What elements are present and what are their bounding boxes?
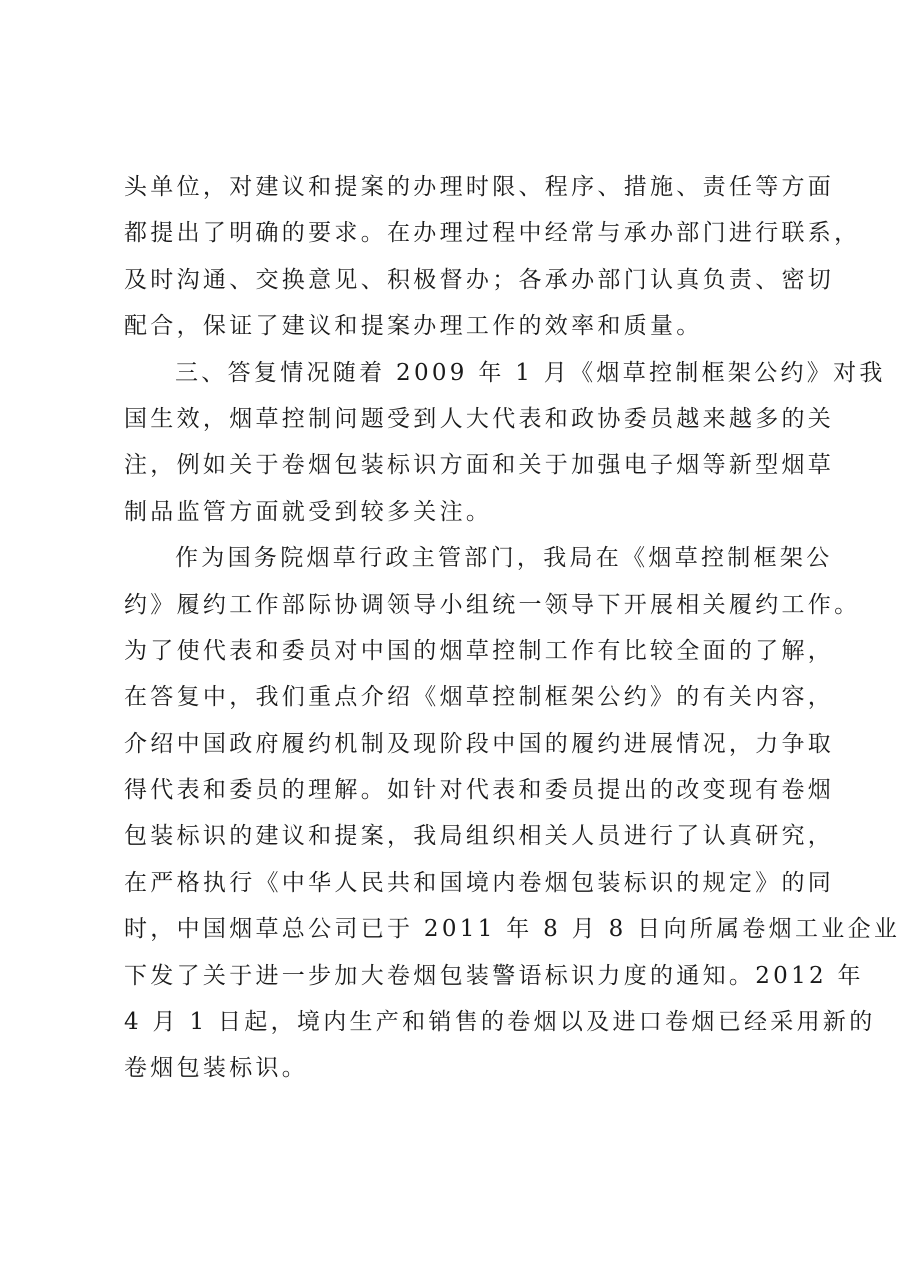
text-line: 配合，保证了建议和提案办理工作的效率和质量。: [124, 313, 703, 340]
document-body: [124, 164, 901, 1092]
paragraph-2: [124, 350, 886, 536]
text-line: 得代表和委员的理解。如针对代表和委员提出的改变现有卷烟: [124, 777, 835, 804]
text-line: 国生效，烟草控制问题受到人大代表和政协委员越来越多的关: [124, 405, 835, 432]
text-line: 下发了关于进一步加大卷烟包装警语标识力度的通知。2012 年: [124, 962, 864, 989]
paragraph-3: [124, 535, 901, 1092]
text-line: 包装标识的建议和提案，我局组织相关人员进行了认真研究，: [124, 823, 835, 850]
text-line: 三、答复情况随着 2009 年 1 月《烟草控制框架公约》对我: [175, 359, 886, 386]
text-line: 制品监管方面就受到较多关注。: [124, 498, 493, 525]
text-line: 4 月 1 日起，境内生产和销售的卷烟以及进口卷烟已经采用新的: [124, 1009, 876, 1036]
text-line: 注，例如关于卷烟包装标识方面和关于加强电子烟等新型烟草: [124, 452, 835, 479]
paragraph-1: [124, 164, 861, 350]
text-line: 都提出了明确的要求。在办理过程中经常与承办部门进行联系，: [124, 220, 861, 247]
text-line: 在严格执行《中华人民共和国境内卷烟包装标识的规定》的同: [124, 869, 835, 896]
text-line: 作为国务院烟草行政主管部门，我局在《烟草控制框架公: [175, 545, 833, 572]
text-line: 卷烟包装标识。: [124, 1055, 309, 1082]
text-line: 为了使代表和委员对中国的烟草控制工作有比较全面的了解，: [124, 637, 835, 664]
text-line: 约》履约工作部际协调领导小组统一领导下开展相关履约工作。: [124, 591, 861, 618]
text-line: 时，中国烟草总公司已于 2011 年 8 月 8 日向所属卷烟工业企业: [124, 916, 901, 943]
text-line: 介绍中国政府履约机制及现阶段中国的履约进展情况，力争取: [124, 730, 835, 757]
text-line: 在答复中，我们重点介绍《烟草控制框架公约》的有关内容，: [124, 684, 835, 711]
text-line: 头单位，对建议和提案的办理时限、程序、措施、责任等方面: [124, 174, 835, 200]
text-line: 及时沟通、交换意见、积极督办；各承办部门认真负责、密切: [124, 266, 835, 293]
